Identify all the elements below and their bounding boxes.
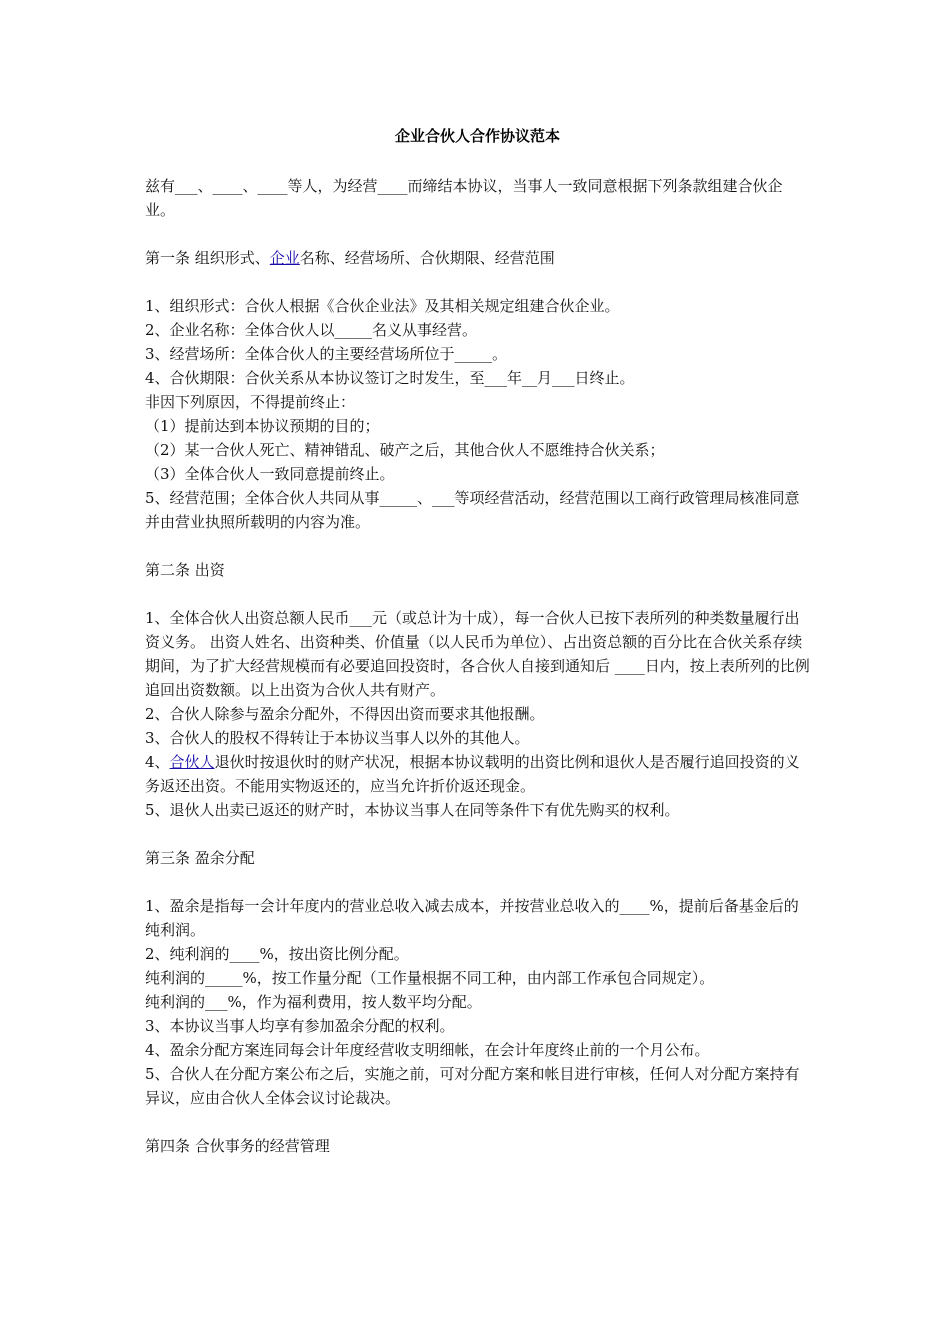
article-3-clause-1: 1、盈余是指每一会计年度内的营业总收入减去成本，并按营业总收入的____%，提前后备基金后的纯利润。 [145,897,799,939]
enterprise-link[interactable]: 企业 [269,249,300,267]
article-3-heading: 第三条 盈余分配 [145,849,255,867]
article-1-reason-1: （1）提前达到本协议预期的目的； [145,417,380,435]
article-1-heading-pre: 第一条 组织形式、 [145,249,270,267]
article-1-clause-5: 5、经营范围；全体合伙人共同从事_____、___等项经营活动，经营范围以工商行政管理局核准同意并由营业执照所载明的内容为准。 [145,489,800,531]
article-3-clause-3: 3、本协议当事人均享有参加盈余分配的权利。 [145,1017,455,1035]
article-2-clause-5: 5、退伙人出卖已返还的财产时，本协议当事人在同等条件下有优先购买的权利。 [145,801,680,819]
article-1-heading [145,246,810,270]
spacer [145,534,810,558]
spacer [145,582,810,606]
spacer [145,270,810,294]
article-4-heading: 第四条 合伙事务的经营管理 [145,1137,330,1155]
article-1-clause-2: 2、企业名称：全体合伙人以_____名义从事经营。 [145,321,478,339]
spacer [145,1110,810,1134]
spacer [145,870,810,894]
article-1-heading-post: 名称、经营场所、合伙期限、经营范围 [299,249,555,267]
article-2-heading: 第二条 出资 [145,561,225,579]
article-3-clause-5: 5、合伙人在分配方案公布之后，实施之前，可对分配方案和帐目进行审核，任何人对分配方案持有异议，应由合伙人全体会议讨论裁决。 [145,1065,800,1107]
article-3-clause-2: 2、纯利润的____%，按出资比例分配。 [145,945,409,963]
article-3-clause-4: 4、盈余分配方案连同每会计年度经营收支明细帐，在会计年度终止前的一个月公布。 [145,1041,710,1059]
article-2-clause-1: 1、全体合伙人出资总额人民币___元（或总计为十成），每一合伙人已按下表所列的种类数量履行出资义务。 出资人姓名、出资种类、价值量（以人民币为单位）、占出资总额的百分比在合伙关系存续期间，为了扩大经营规模而有必要追回投资时，各合伙人自接到通知后 ____日内，按上表所列的比例追回出资数额。以上出资为合伙人共有财产。 [145,609,810,699]
partner-link[interactable]: 合伙人 [169,753,215,771]
document-title: 企业合伙人合作协议范本 [394,127,560,145]
intro-paragraph: 兹有___、____、____等人，为经营____而缔结本协议，当事人一致同意根据下列条款组建合伙企业。 [145,177,783,219]
spacer [145,822,810,846]
article-2-clause-2: 2、合伙人除参与盈余分配外，不得因出资而要求其他报酬。 [145,705,545,723]
spacer [145,222,810,246]
article-1-termination-note: 非因下列原因，不得提前终止： [145,393,356,411]
article-2-clause-4 [145,750,810,798]
document-page [145,124,810,1158]
article-2-clause-4-post: 退伙时按退伙时的财产状况，根据本协议载明的出资比例和退伙人是否履行追回投资的义务返还出资。不能用实物返还的，应当允许折价返还现金。 [145,753,800,795]
article-2-clause-3: 3、合伙人的股权不得转让于本协议当事人以外的其他人。 [145,729,530,747]
article-3-welfare-share: 纯利润的___%，作为福利费用，按人数平均分配。 [145,993,482,1011]
article-2-clause-4-pre: 4、 [145,753,170,771]
article-1-reason-2: （2）某一合伙人死亡、精神错乱、破产之后，其他合伙人不愿维持合伙关系； [145,441,665,459]
article-1-clause-3: 3、经营场所：全体合伙人的主要经营场所位于_____。 [145,345,508,363]
article-1-clause-1: 1、组织形式：合伙人根据《合伙企业法》及其相关规定组建合伙企业。 [145,297,620,315]
article-3-workload-share: 纯利润的_____%，按工作量分配（工作量根据不同工种，由内部工作承包合同规定）。 [145,969,715,987]
article-1-reason-3: （3）全体合伙人一致同意提前终止。 [145,465,395,483]
article-1-clause-4: 4、合伙期限：合伙关系从本协议签订之时发生，至___年__月___日终止。 [145,369,635,387]
